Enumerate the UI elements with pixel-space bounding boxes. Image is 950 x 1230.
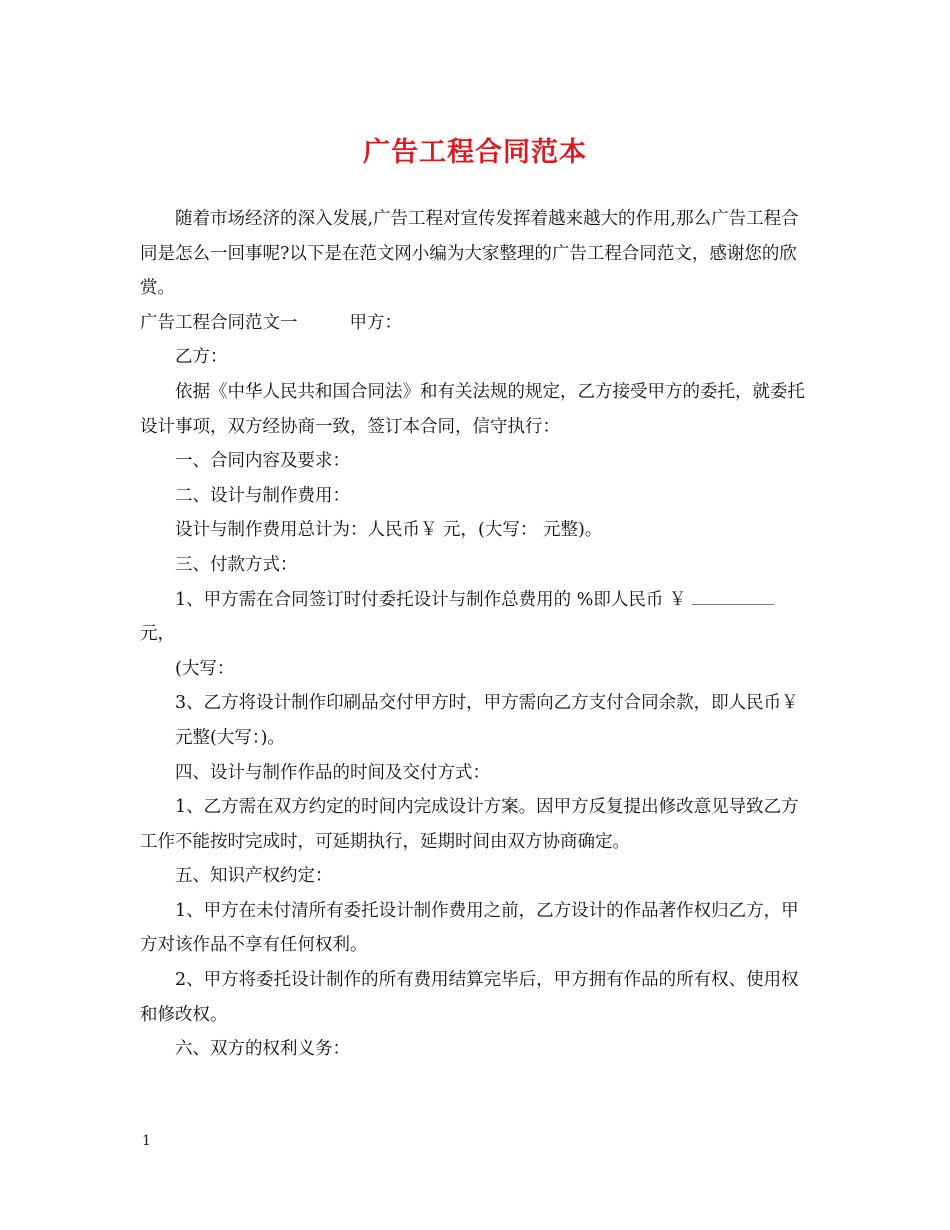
section-3-item-3-caps: 元整(大写：)。 [175,727,285,748]
intro-paragraph: 随着市场经济的深入发展,广告工程对宣传发挥着越来越大的作用,那么广告工程合同是怎么一回事呢?以下是在范文网小编为大家整理的广告工程合同范文，感谢您的欣赏。 [140,209,799,299]
section-5-item-1: 1、甲方在未付清所有委托设计制作费用之前，乙方设计的作品著作权归乙方，甲方对该作品不享有任何权利。 [140,900,799,956]
section-3-item-1-caps: (大写： [175,658,235,679]
section-3-item-1-text: 1、甲方需在合同签订时付委托设计与制作总费用的 %即人民币 ￥ [175,589,687,610]
section-4-item-1: 1、乙方需在双方约定的时间内完成设计方案。因甲方反复提出修改意见导致乙方工作不能按时完成时，可延期执行，延期时间由双方协商确定。 [140,797,799,852]
section-1-title: 一、合同内容及要求： [175,451,350,472]
party-a-label: 甲方： [349,312,402,333]
section-3-title: 三、付款方式： [175,554,298,575]
basis-paragraph: 依据《中华人民共和国合同法》和有关法规的规定，乙方接受甲方的委托，就委托设计事项，双方经协商一致，签订本合同，信守执行： [140,381,805,437]
sample-heading-line [140,306,812,341]
section-4-title: 四、设计与制作作品的时间及交付方式： [175,762,490,783]
section-3-item-3: 3、乙方将设计制作印刷品交付甲方时，甲方需向乙方支付合同余款，即人民币￥ [175,693,799,714]
document-body [140,202,812,1067]
party-b-label: 乙方： [175,347,228,368]
sample-heading: 广告工程合同范文一 [140,312,298,333]
section-5-item-2: 2、甲方将委托设计制作的所有费用结算完毕后，甲方拥有作品的所有权、使用权和修改权。 [140,970,799,1025]
document-title: 广告工程合同范本 [363,137,587,168]
section-2-total: 设计与制作费用总计为：人民币￥ 元，(大写： 元整)。 [175,520,603,541]
amount-blank-line [692,588,774,605]
section-3-item-1 [140,583,812,618]
section-6-title: 六、双方的权利义务： [175,1039,350,1060]
section-2-title: 二、设计与制作费用： [175,485,350,506]
section-5-title: 五、知识产权约定： [175,866,333,887]
page-number: 1 [142,1133,151,1149]
section-3-item-1-unit: 元， [140,624,175,645]
